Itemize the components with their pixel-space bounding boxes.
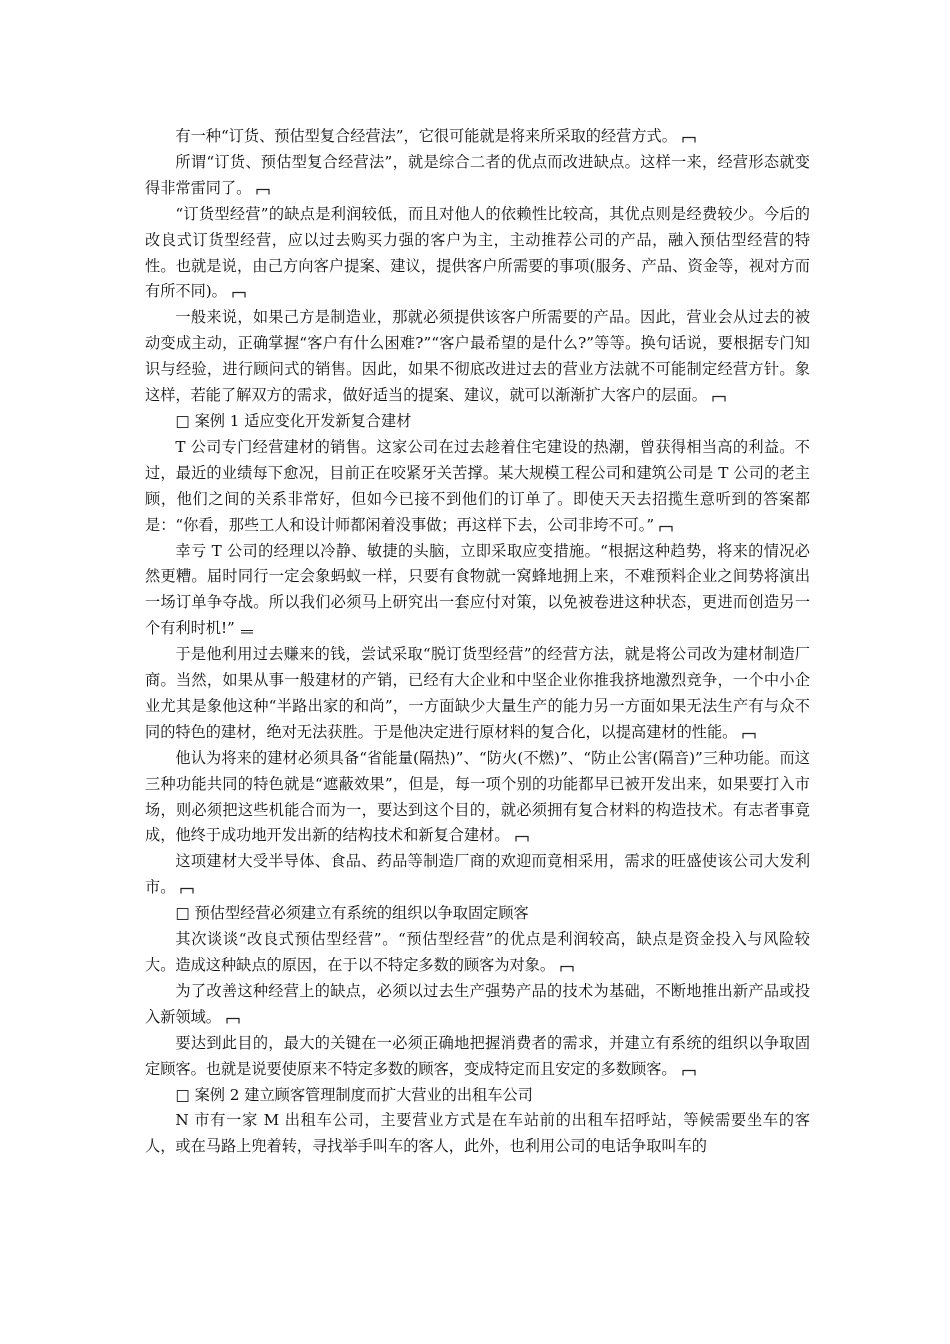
paragraph-text: 幸亏 T 公司的经理以冷静、敏捷的头脑，立即采取应变措施。“根据这种趋势，将来的情况必然更糟。届时同行一定会象蚂蚁一样，只要有食物就一窝蜂地拥上来，不难预料企业之间势将演出一场订单争夺战。所以我们必须马上研究出一套应付对策，以免被卷进这种状态，更进而创造另一个有利时机!” <box>145 541 810 638</box>
paragraph <box>145 124 810 150</box>
section-heading <box>145 409 810 435</box>
paragraph <box>145 979 810 1031</box>
paragraph-text: 他认为将来的建材必须具备“省能量(隔热)”、“防火(不燃)”、“防止公害(隔音)”三种功能。而这三种功能共同的特色就是“遮蔽效果”，但是，每一项个别的功能都早已被开发出来，如果要打入市场，则必须把这些机能合而为一，要达到这个目的，就必须拥有复合材料的构造技术。有志者事竟成，他终于成功地开发出新的结构技术和新复合建材。 <box>145 748 810 845</box>
paragraph-mark-icon <box>659 525 673 532</box>
paragraph <box>145 642 810 746</box>
paragraph <box>145 305 810 409</box>
section-heading <box>145 901 810 927</box>
heading-text: □ 案例 1 适应变化开发新复合建材 <box>175 411 412 430</box>
paragraph-mark-icon <box>712 395 726 402</box>
paragraph <box>145 746 810 850</box>
paragraph <box>145 539 810 643</box>
heading-text: □ 预估型经营必须建立有系统的组织以争取固定顾客 <box>175 904 529 923</box>
paragraph-text: 要达到此目的，最大的关键在一必须正确地把握消费者的需求，并建立有系统的组织以争取固定顾客。也就是说要使原来不特定多数的顾客，变成特定而且安定的多数顾客。 <box>145 1033 810 1078</box>
document-page <box>145 124 810 1160</box>
paragraph-text: T 公司专门经营建材的销售。这家公司在过去趁着住宅建设的热潮，曾获得相当高的利益。不过，最近的业绩每下愈况，目前正在咬紧牙关苦撑。某大规模工程公司和建筑公司是 T 公司的老主顾，他们之间的关系非常好，但如今已接不到他们的订单了。即使天天去招揽生意听到的答案都是：“你看，那些工人和设计师都闲着没事做；再这样下去，公司非垮不可。” <box>145 437 810 534</box>
paragraph-text: N 市有一家 M 出租车公司，主要营业方式是在车站前的出租车招呼站，等候需要坐车的客人，或在马路上兜着转，寻找举手叫车的客人，此外，也利用公司的电话争取叫车的 <box>145 1111 810 1156</box>
paragraph-mark-icon <box>515 835 529 842</box>
paragraph-mark-icon <box>742 732 756 739</box>
paragraph-text: 所谓“订货、预估型复合经营法”，就是综合二者的优点而改进缺点。这样一来，经营形态就变得非常雷同了。 <box>145 152 810 197</box>
paragraph-text: 一般来说，如果己方是制造业，那就必须提供该客户所需要的产品。因此，营业会从过去的被动变成主动，正确掌握“客户有什么困难?”“客户最希望的是什么?”等等。换句话说，要根据专门知识与经验，进行顾问式的销售。因此，如果不彻底改进过去的营业方法就不可能制定经营方针。象这样，若能了解双方的需求，做好适当的提案、建议，就可以渐渐扩大客户的层面。 <box>145 308 810 405</box>
section-heading <box>145 1083 810 1109</box>
heading-text: □ 案例 2 建立顾客管理制度而扩大营业的出租车公司 <box>175 1085 533 1104</box>
paragraph-mark-icon <box>682 1069 696 1076</box>
paragraph <box>145 150 810 202</box>
paragraph <box>145 202 810 306</box>
paragraph <box>145 927 810 979</box>
paragraph-mark-icon <box>560 965 574 972</box>
paragraph-mark-icon <box>256 188 270 195</box>
paragraph-text: 为了改善这种经营上的缺点，必须以过去生产强势产品的技术为基础，不断地推出新产品或投入新领域。 <box>145 981 810 1026</box>
paragraph <box>145 1031 810 1083</box>
paragraph-text: 这项建材大受半导体、食品、药品等制造厂商的欢迎而竟相采用，需求的旺盛使该公司大发利市。 <box>145 852 810 897</box>
paragraph-text: 其次谈谈“改良式预估型经营”。“预估型经营”的优点是利润较高，缺点是资金投入与风险较大。造成这种缺点的原因，在于以不特定多数的顾客为对象。 <box>145 930 810 974</box>
paragraph <box>145 849 810 901</box>
paragraph-mark-icon <box>682 136 696 143</box>
paragraph-text: 于是他利用过去赚来的钱，尝试采取“脱订货型经营”的经营方法，就是将公司改为建材制造厂商。当然，如果从事一般建材的产销，已经有大企业和中坚企业你推我挤地激烈竞争，一个中小企业尤其是象他这种“半路出家的和尚”，一方面缺少大量生产的能力另一方面如果无法生产有与众不同的特色的建材，绝对无法获胜。于是他决定进行原材料的复合化，以提高建材的性能。 <box>145 645 810 741</box>
paragraph-mark-icon <box>180 887 194 894</box>
paragraph <box>145 435 810 539</box>
line-break-icon <box>240 628 254 635</box>
paragraph-mark-icon <box>232 291 246 298</box>
paragraph <box>145 1108 810 1160</box>
paragraph-text: 有一种“订货、预估型复合经营法”，它很可能就是将来所采取的经营方式。 <box>175 127 677 145</box>
paragraph-text: “订货型经营”的缺点是利润较低，而且对他人的依赖性比较高，其优点则是经费较少。今后的改良式订货型经营，应以过去购买力强的客户为主，主动推荐公司的产品，融入预估型经营的特性。也就是说，由己方向客户提案、建议，提供客户所需要的事项(服务、产品、资金等，视对方而有所不同)。 <box>145 204 810 301</box>
paragraph-mark-icon <box>226 1017 240 1024</box>
